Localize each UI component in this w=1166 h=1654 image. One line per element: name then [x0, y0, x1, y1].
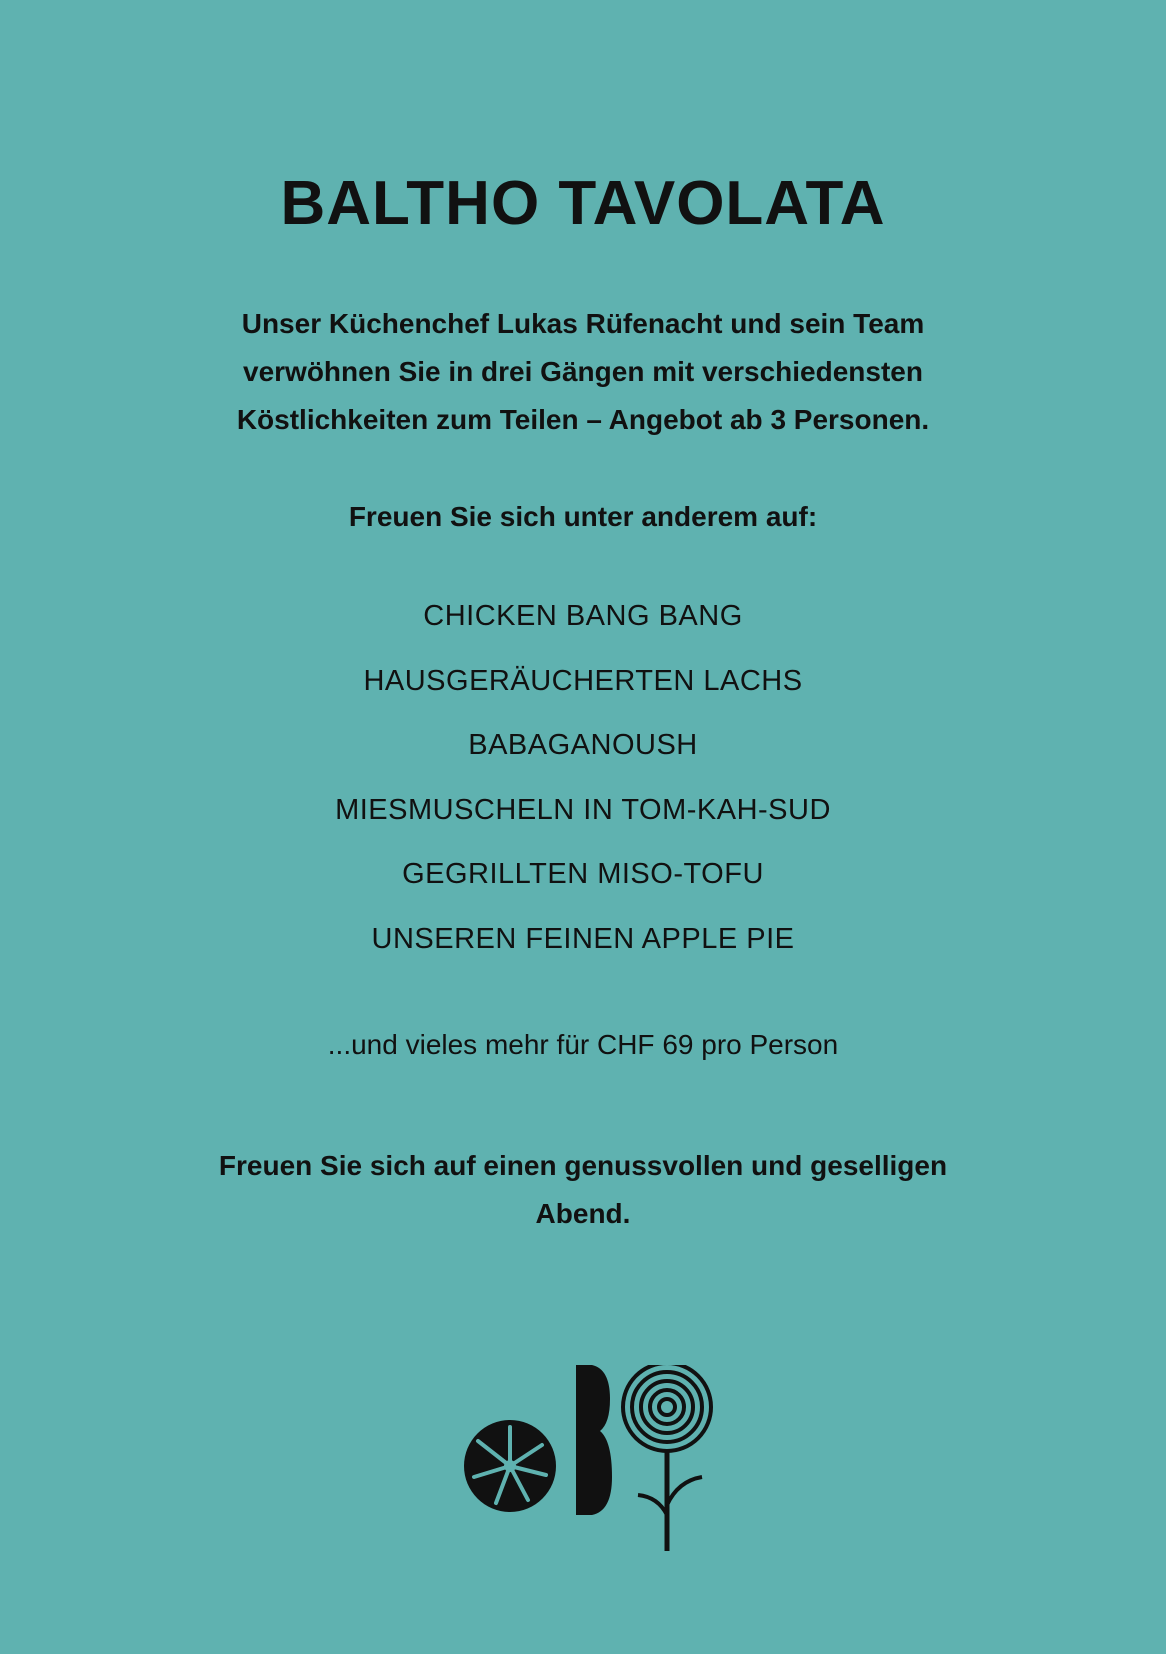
dish-item: CHICKEN BANG BANG	[423, 600, 743, 632]
letter-b-icon	[576, 1365, 612, 1515]
intro-text	[150, 300, 1016, 444]
orange-slice-icon	[464, 1420, 556, 1512]
dish-item: BABAGANOUSH	[468, 729, 698, 761]
closing-text	[150, 1142, 1016, 1238]
intro-line: Köstlichkeiten zum Teilen – Angebot ab 3 Personen.	[236, 404, 930, 435]
dishes-lead: Freuen Sie sich unter anderem auf:	[348, 501, 818, 532]
closing-line: Abend.	[535, 1198, 631, 1229]
dish-item: MIESMUSCHELN IN TOM-KAH-SUD	[335, 793, 831, 826]
spiral-flower-icon	[623, 1365, 711, 1551]
baltho-logo-icon	[460, 1365, 740, 1555]
closing-line: Freuen Sie sich auf einen genussvollen und geselligen	[218, 1150, 948, 1181]
dish-item: HAUSGERÄUCHERTEN LACHS	[363, 664, 803, 697]
dish-list	[0, 584, 1166, 971]
price-line: ...und vieles mehr für CHF 69 pro Person	[327, 1029, 839, 1060]
intro-line: verwöhnen Sie in drei Gängen mit verschiedensten	[243, 356, 923, 387]
intro-line: Unser Küchenchef Lukas Rüfenacht und sein Team	[241, 308, 925, 339]
menu-title: BALTHO TAVOLATA	[280, 169, 886, 238]
dish-item: UNSEREN FEINEN APPLE PIE	[371, 922, 795, 955]
dish-item: GEGRILLTEN MISO-TOFU	[402, 858, 764, 890]
